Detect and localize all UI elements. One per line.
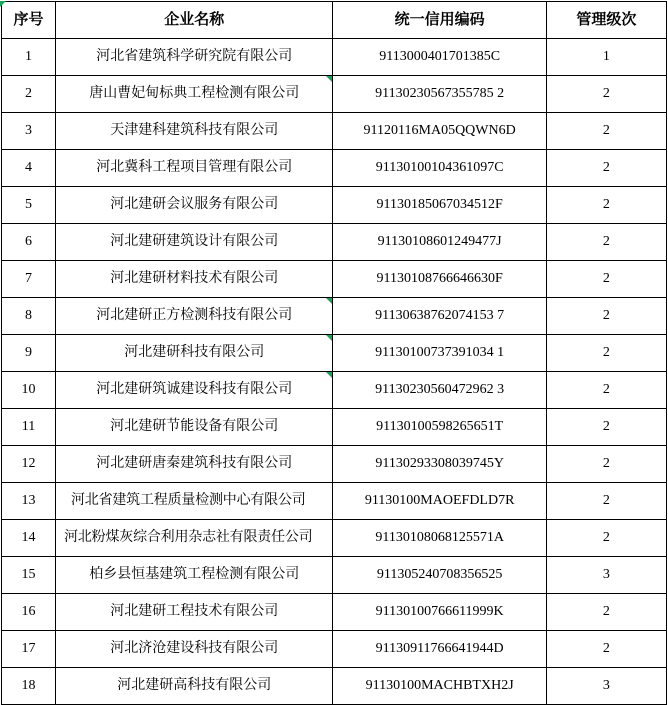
cell-company-name bbox=[56, 483, 333, 520]
cell-management-level: 2 bbox=[546, 261, 666, 298]
cell-company-name bbox=[56, 113, 333, 150]
company-table bbox=[1, 1, 667, 705]
cell-credit-code: 91130100MAOEFDLD7R bbox=[333, 483, 546, 520]
cell-management-level: 2 bbox=[546, 298, 666, 335]
cell-index: 8 bbox=[2, 298, 56, 335]
cell-credit-code: 91130108601249477J bbox=[333, 224, 546, 261]
cell-credit-code: 911305240708356525 bbox=[333, 557, 546, 594]
column-header-company-name: 企业名称 bbox=[56, 2, 333, 39]
table-row[interactable] bbox=[2, 298, 667, 335]
cell-management-level: 2 bbox=[546, 224, 666, 261]
cell-company-name bbox=[56, 76, 333, 113]
cell-company-name bbox=[56, 39, 333, 76]
company-name-text: 河北省建筑科学研究院有限公司 bbox=[96, 49, 293, 64]
cell-index: 13 bbox=[2, 483, 56, 520]
table-row[interactable] bbox=[2, 113, 667, 150]
cell-company-name bbox=[56, 631, 333, 668]
cell-management-level: 2 bbox=[546, 520, 666, 557]
table-row[interactable] bbox=[2, 76, 667, 113]
cell-company-name bbox=[56, 446, 333, 483]
company-name-text: 河北建研高科技有限公司 bbox=[117, 678, 272, 693]
cell-credit-code: 91130108068125571A bbox=[333, 520, 546, 557]
cell-index: 3 bbox=[2, 113, 56, 150]
cell-credit-code: 9113000401701385C bbox=[333, 39, 546, 76]
company-name-text: 河北建研建筑设计有限公司 bbox=[110, 234, 279, 249]
cell-management-level: 2 bbox=[546, 483, 666, 520]
cell-management-level: 2 bbox=[546, 594, 666, 631]
cell-credit-code: 91130100737391034 1 bbox=[333, 335, 546, 372]
table-row[interactable] bbox=[2, 520, 667, 557]
cell-management-level: 2 bbox=[546, 187, 666, 224]
cell-credit-code: 91130100104361097C bbox=[333, 150, 546, 187]
cell-management-level: 2 bbox=[546, 631, 666, 668]
cell-credit-code: 91130230567355785 2 bbox=[333, 76, 546, 113]
cell-company-name bbox=[56, 409, 333, 446]
company-name-text: 唐山曹妃甸标典工程检测有限公司 bbox=[89, 86, 300, 101]
company-name-text: 河北冀科工程项目管理有限公司 bbox=[96, 160, 293, 175]
table-row[interactable] bbox=[2, 372, 667, 409]
cell-management-level: 1 bbox=[546, 39, 666, 76]
table-row[interactable] bbox=[2, 483, 667, 520]
company-name-text: 河北建研唐秦建筑科技有限公司 bbox=[96, 456, 293, 471]
cell-credit-code: 91130100598265651T bbox=[333, 409, 546, 446]
cell-credit-code: 91130108766646630F bbox=[333, 261, 546, 298]
cell-index: 16 bbox=[2, 594, 56, 631]
company-name-text: 河北粉煤灰综合利用杂志社有限责任公司 bbox=[64, 530, 313, 545]
spreadsheet-sheet bbox=[0, 1, 668, 693]
table-row[interactable] bbox=[2, 594, 667, 631]
cell-company-name bbox=[56, 557, 333, 594]
cell-index: 15 bbox=[2, 557, 56, 594]
cell-company-name bbox=[56, 335, 333, 372]
column-header-management-level: 管理级次 bbox=[546, 2, 666, 39]
cell-management-level: 2 bbox=[546, 372, 666, 409]
cell-company-name bbox=[56, 298, 333, 335]
company-name-text: 河北建研会议服务有限公司 bbox=[110, 197, 279, 212]
cell-company-name bbox=[56, 261, 333, 298]
cell-management-level: 2 bbox=[546, 113, 666, 150]
table-row[interactable] bbox=[2, 409, 667, 446]
cell-company-name bbox=[56, 372, 333, 409]
cell-company-name bbox=[56, 224, 333, 261]
table-row[interactable] bbox=[2, 631, 667, 668]
cell-index: 14 bbox=[2, 520, 56, 557]
cell-credit-code: 91130230560472962 3 bbox=[333, 372, 546, 409]
company-name-text: 河北建研材料技术有限公司 bbox=[110, 271, 279, 286]
cell-index: 7 bbox=[2, 261, 56, 298]
cell-index: 11 bbox=[2, 409, 56, 446]
cell-credit-code: 91120116MA05QQWN6D bbox=[333, 113, 546, 150]
table-row[interactable] bbox=[2, 39, 667, 76]
cell-management-level: 2 bbox=[546, 409, 666, 446]
cell-company-name bbox=[56, 594, 333, 631]
cell-index: 17 bbox=[2, 631, 56, 668]
company-name-text: 河北济沧建设科技有限公司 bbox=[110, 641, 279, 656]
cell-credit-code: 91130911766641944D bbox=[333, 631, 546, 668]
cell-management-level: 3 bbox=[546, 668, 666, 705]
cell-company-name bbox=[56, 520, 333, 557]
cell-index: 10 bbox=[2, 372, 56, 409]
table-row[interactable] bbox=[2, 668, 667, 705]
table-row[interactable] bbox=[2, 261, 667, 298]
company-name-text: 河北建研筑诚建设科技有限公司 bbox=[96, 382, 293, 397]
cell-credit-code: 91130100766611999K bbox=[333, 594, 546, 631]
cell-credit-code: 91130185067034512F bbox=[333, 187, 546, 224]
cell-index: 2 bbox=[2, 76, 56, 113]
cell-company-name bbox=[56, 187, 333, 224]
cell-index: 9 bbox=[2, 335, 56, 372]
cell-management-level: 2 bbox=[546, 335, 666, 372]
cell-index: 6 bbox=[2, 224, 56, 261]
cell-index: 12 bbox=[2, 446, 56, 483]
company-name-text: 河北建研节能设备有限公司 bbox=[110, 419, 279, 434]
cell-company-name bbox=[56, 150, 333, 187]
table-row[interactable] bbox=[2, 335, 667, 372]
company-name-text: 河北建研工程技术有限公司 bbox=[110, 604, 279, 619]
company-name-text: 河北省建筑工程质量检测中心有限公司 bbox=[70, 493, 306, 508]
company-name-text: 河北建研正方检测科技有限公司 bbox=[96, 308, 293, 323]
cell-management-level: 2 bbox=[546, 150, 666, 187]
table-header-row bbox=[2, 2, 667, 39]
cell-index: 4 bbox=[2, 150, 56, 187]
company-name-text: 天津建科建筑科技有限公司 bbox=[110, 123, 279, 138]
cell-company-name bbox=[56, 668, 333, 705]
cell-index: 1 bbox=[2, 39, 56, 76]
column-header-index: 序号 bbox=[2, 2, 56, 39]
column-header-credit-code: 统一信用编码 bbox=[333, 2, 546, 39]
cell-credit-code: 91130100MACHBTXH2J bbox=[333, 668, 546, 705]
cell-management-level: 2 bbox=[546, 76, 666, 113]
table-row[interactable] bbox=[2, 150, 667, 187]
cell-index: 18 bbox=[2, 668, 56, 705]
cell-management-level: 2 bbox=[546, 446, 666, 483]
cell-management-level: 3 bbox=[546, 557, 666, 594]
table-row[interactable] bbox=[2, 446, 667, 483]
table-row[interactable] bbox=[2, 557, 667, 594]
table-row[interactable] bbox=[2, 224, 667, 261]
table-row[interactable] bbox=[2, 187, 667, 224]
cell-index: 5 bbox=[2, 187, 56, 224]
table-body bbox=[2, 39, 667, 705]
company-name-text: 柏乡县恒基建筑工程检测有限公司 bbox=[89, 567, 300, 582]
company-name-text: 河北建研科技有限公司 bbox=[124, 345, 265, 360]
cell-credit-code: 91130293308039745Y bbox=[333, 446, 546, 483]
cell-credit-code: 91130638762074153 7 bbox=[333, 298, 546, 335]
